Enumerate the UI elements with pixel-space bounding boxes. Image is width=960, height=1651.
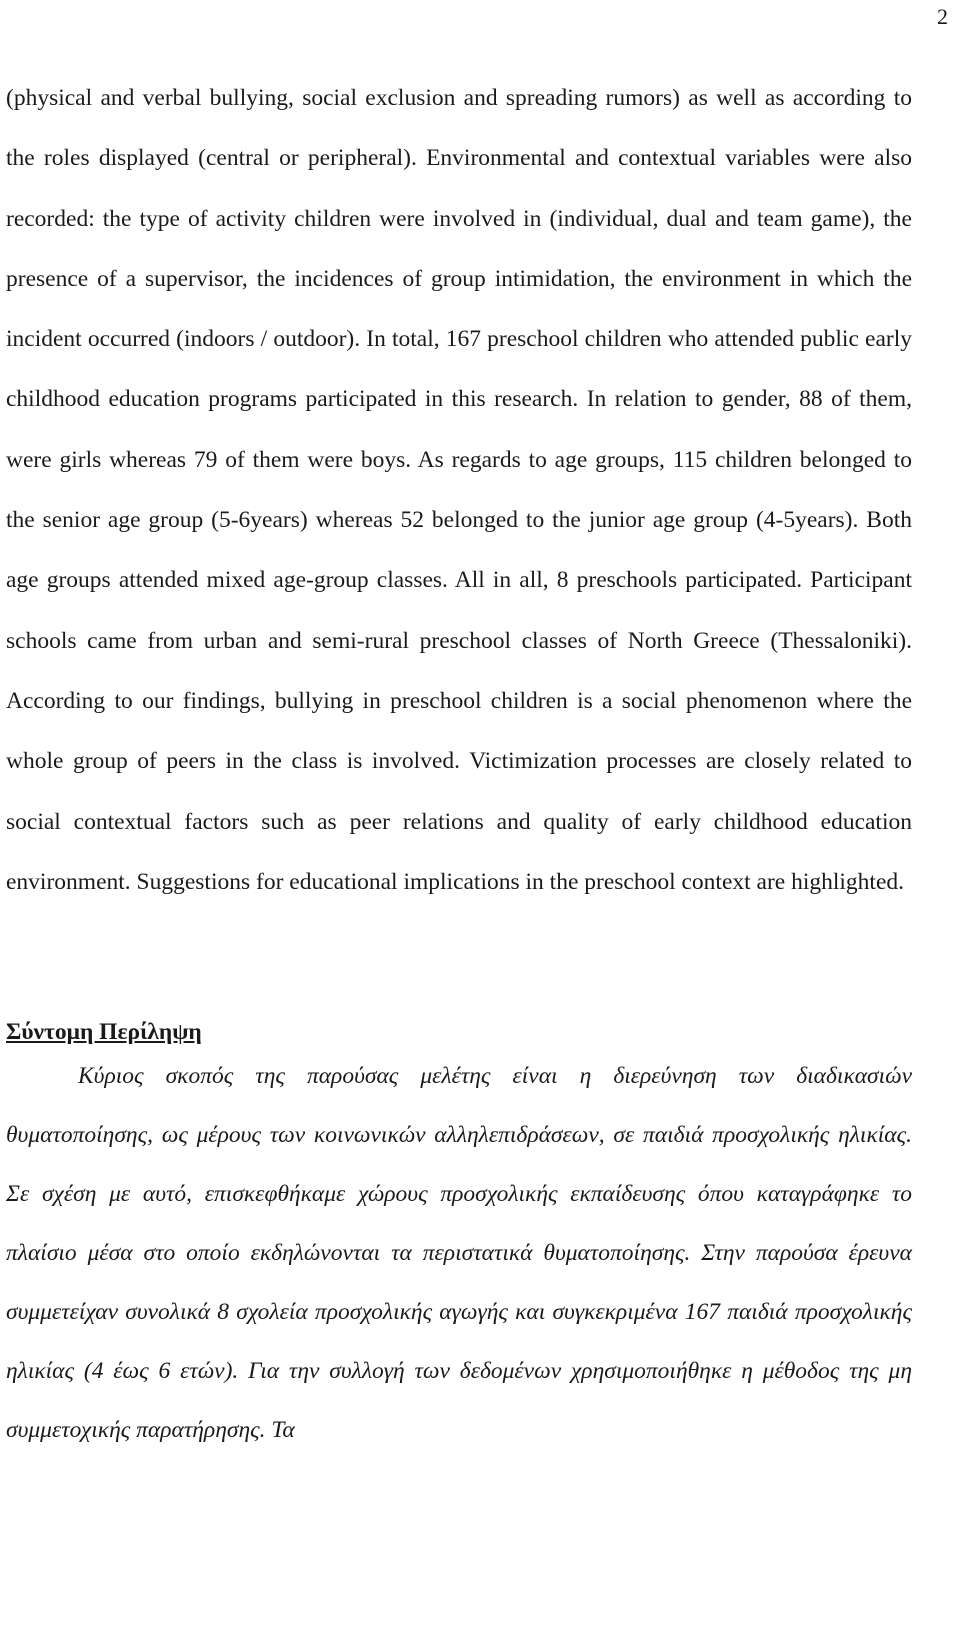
page-content — [6, 68, 912, 1460]
greek-summary-heading: Σύντομη Περίληψη — [6, 1019, 202, 1046]
greek-summary-paragraph: Κύριος σκοπός της παρούσας μελέτης είναι η διερεύνηση των διαδικασιών θυματοποίησης, ως μέρους των κοινωνικών αλληλεπιδράσεων, σε παιδιά προσχολικής ηλικίας. Σε σχέση με αυτό, επισκεφθήκαμε χώρους προσχολικής εκπαίδευσης όπου καταγράφηκε το πλαίσιο μέσα στο οποίο εκδηλώνονται τα περιστατικά θυματοποίησης. Στην παρούσα έρευνα συμμετείχαν συνολικά 8 σχολεία προσχολικής αγωγής και συγκεκριμένα 167 παιδιά προσχολικής ηλικίας (4 έως 6 ετών). Για την συλλογή των δεδομένων χρησιμοποιήθηκε η μέθοδος της μη συμμετοχικής παρατήρησης. Τα — [6, 1063, 912, 1444]
page-number: 2 — [937, 4, 948, 29]
abstract-continuation-paragraph: (physical and verbal bullying, social exclusion and spreading rumors) as well as according to the roles displayed (central or peripheral). Environmental and contextual variables were also recorded: the type of activity children were involved in (individual, dual and team game), the presence of a supervisor, the incidences of group intimidation, the environment in which the incident occurred (indoors / outdoor). In total, 167 preschool children who attended public early childhood education programs participated in this research. In relation to gender, 88 of them, were girls whereas 79 of them were boys. As regards to age groups, 115 children belonged to the senior age group (5-6years) whereas 52 belonged to the junior age group (4-5years). Both age groups attended mixed age-group classes. All in all, 8 preschools participated. Participant schools came from urban and semi-rural preschool classes of North Greece (Thessaloniki). According to our findings, bullying in preschool children is a social phenomenon where the whole group of peers in the class is involved. Victimization processes are closely related to social contextual factors such as peer relations and quality of early childhood education environment. Suggestions for educational implications in the preschool context are highlighted. — [6, 85, 912, 895]
